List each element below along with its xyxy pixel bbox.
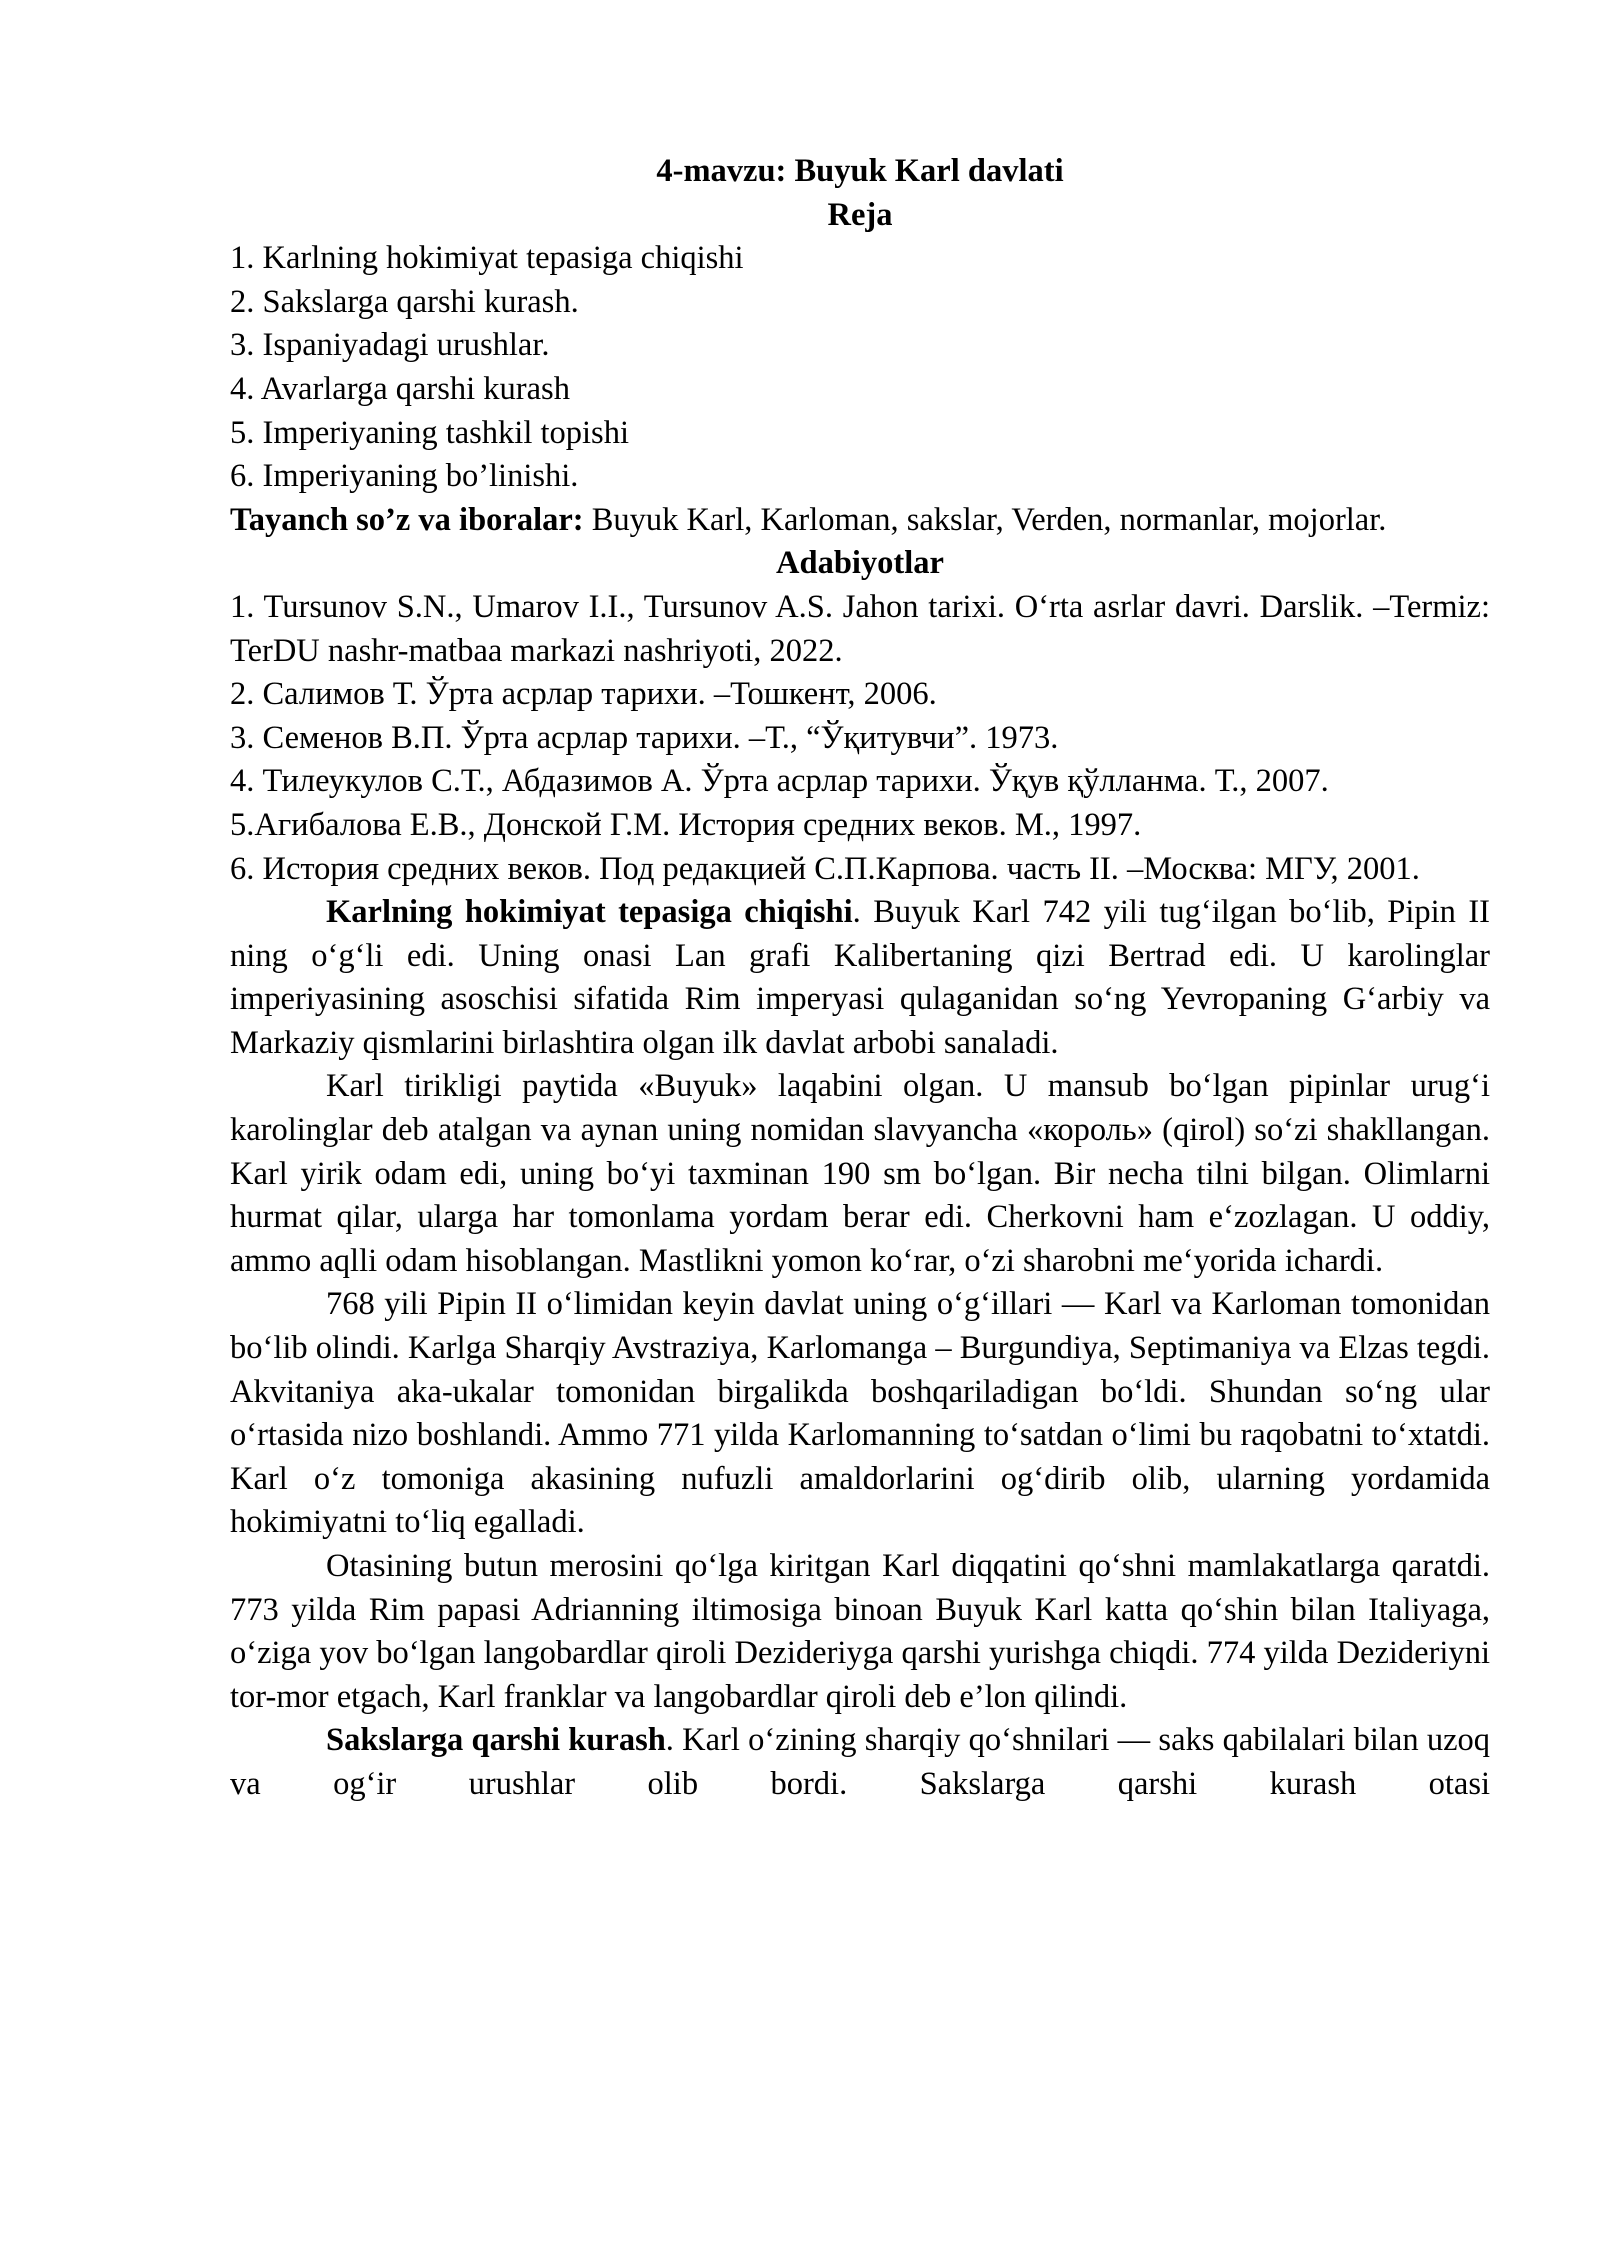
paragraph-text: . Buyuk Karl 742 yili tug‘ilgan bo‘lib, Pipin II ning o‘g‘li edi. Uning onasi Lan grafi Kalibertaning qizi Bertrad edi. U karolinglar imperiyasining asoschisi sifatida Rim imperyasi qulaganidan so‘ng Yevropaning G‘arbiy va Markaziy qismlarini birlashtira olgan ilk davlat arbobi sanaladi. (230, 894, 1490, 1061)
reference-item: 3. Семенов В.П. Ўрта асрлар тарихи. –Т., “Ўқитувчи”. 1973. (230, 719, 1059, 756)
plan-item: 5. Imperiyaning tashkil topishi (230, 414, 629, 451)
references-heading: Adabiyotlar (776, 545, 944, 582)
plan-item: 3. Ispaniyadagi urushlar. (230, 327, 550, 364)
plan-item: 6. Imperiyaning bo’linishi. (230, 458, 579, 495)
plan-item: 2. Sakslarga qarshi kurash. (230, 283, 579, 320)
body-paragraph: 768 yili Pipin II o‘limidan keyin davlat uning o‘g‘illari — Karl va Karloman tomonidan bo‘lib olindi. Karlga Sharqiy Avstraziya, Karlomanga – Burgundiya, Septimaniya va Elzas tegdi. Akvitaniya aka-ukalar tomonidan birgalikda boshqariladigan bo‘ldi. Shundan so‘ng ular o‘rtasida nizo boshlandi. Ammo 771 yilda Karlomanning to‘satdan o‘limi bu raqobatni to‘xtatdi. Karl o‘z tomoniga akasining nufuzli amaldorlarini og‘dirib olib, ularning yordamida hokimiyatni to‘liq egalladi. (230, 1286, 1490, 1541)
reference-item: 5.Агибалова Е.В., Донской Г.М. История средних веков. М., 1997. (230, 806, 1142, 843)
keywords-label: Tayanch so’z va iboralar: (230, 501, 584, 538)
reference-item: 1. Tursunov S.N., Umarov I.I., Tursunov A.S. Jahon tarixi. O‘rta asrlar davri. Darslik. –Termiz: TerDU nashr-matbaa markazi nashriyoti, 2022. (230, 588, 1490, 669)
plan-item: 1. Karlning hokimiyat tepasiga chiqishi (230, 240, 744, 277)
body-paragraph (230, 891, 1490, 1065)
reference-item: 6. История средних веков. Под редакцией С.П.Карпова. часть II. –Москва: МГУ, 2001. (230, 850, 1420, 887)
section-heading-inline: Sakslarga qarshi kurash (326, 1722, 666, 1759)
plan-heading: Reja (827, 196, 893, 233)
body-paragraph (230, 1719, 1490, 1806)
section-heading-inline: Karlning hokimiyat tepasiga chiqishi (326, 894, 853, 931)
reference-item: 2. Салимов Т. Ўрта асрлар тарихи. –Тошкент, 2006. (230, 676, 937, 713)
plan-item: 4. Avarlarga qarshi kurash (230, 370, 570, 407)
keywords-paragraph (230, 499, 1490, 543)
references-list (230, 586, 1490, 891)
plan-list (230, 237, 1490, 499)
body-paragraph: Karl tirikligi paytida «Buyuk» laqabini olgan. U mansub bo‘lgan pipinlar urug‘i karolinglar deb atalgan va aynan uning nomidan slavyancha «король» (qirol) so‘zi shakllangan. Karl yirik odam edi, uning bo‘yi taxminan 190 sm bo‘lgan. Bir necha tilni bilgan. Olimlarni hurmat qilar, ularga har tomonlama yordam berar edi. Cherkovni ham e‘zozlagan. U oddiy, ammo aqlli odam hisoblangan. Mastlikni yomon ko‘rar, o‘zi sharobni me‘yorida ichardi. (230, 1068, 1490, 1279)
body-paragraph: Otasining butun merosini qo‘lga kiritgan Karl diqqatini qo‘shni mamlakatlarga qaratdi. 773 yilda Rim papasi Adrianning iltimosiga binoan Buyuk Karl katta qo‘shin bilan Italiyaga, o‘ziga yov bo‘lgan langobardlar qiroli Dezideriyga qarshi yurishga chiqdi. 774 yilda Dezideriyni tor-mor etgach, Karl franklar va langobardlar qiroli deb e’lon qilindi. (230, 1548, 1490, 1715)
reference-item: 4. Тилеукулов С.Т., Абдазимов А. Ўрта асрлар тарихи. Ўқув қўлланма. Т., 2007. (230, 763, 1329, 800)
paragraph-text: . Karl o‘zining sharqiy qo‘shnilari — saks qabilalari bilan uzoq va og‘ir urushlar olib bordi. Sakslarga qarshi kurash otasi (230, 1722, 1490, 1802)
keywords-text: Buyuk Karl, Karloman, sakslar, Verden, normanlar, mojorlar. (583, 501, 1387, 538)
page-title: 4-mavzu: Buyuk Karl davlati (656, 153, 1064, 189)
document-page (230, 150, 1490, 1807)
